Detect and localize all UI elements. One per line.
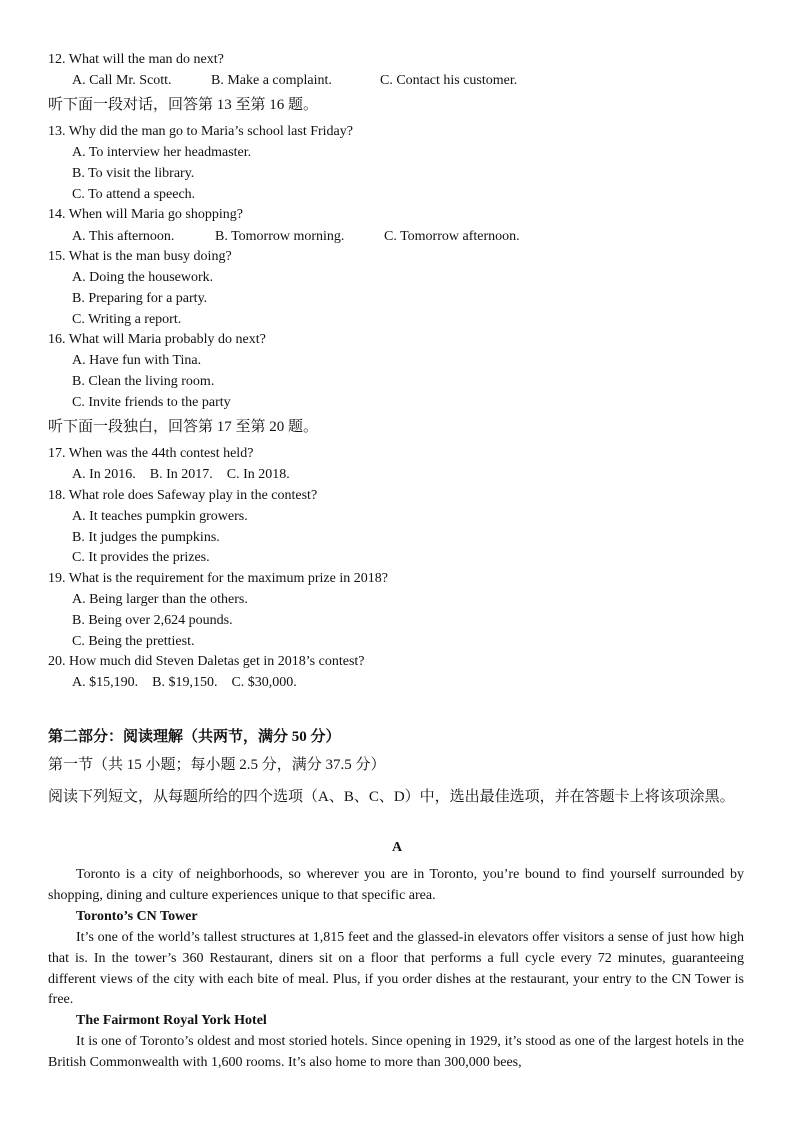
q20-options: A. $15,190. B. $19,150. C. $30,000. (72, 675, 297, 690)
q16-option-c: C. Invite friends to the party (72, 395, 231, 410)
question-13: 13. Why did the man go to Maria’s school last Friday? (48, 124, 353, 139)
paragraph-fairmont: It is one of Toronto’s oldest and most storied hotels. Since opening in 1929, it’s stood as one of the largest hotels in the British Commonwealth with 1,600 rooms. It’s also home to more than 300,000 bees, (48, 1034, 744, 1070)
q18-option-c: C. It provides the prizes. (72, 550, 210, 565)
q17-options: A. In 2016. B. In 2017. C. In 2018. (72, 467, 290, 482)
q14-option-c: C. Tomorrow afternoon. (384, 229, 520, 244)
q13-option-c: C. To attend a speech. (72, 187, 196, 202)
q12-option-c: C. Contact his customer. (380, 73, 518, 88)
reading-instructions: 阅读下列短文，从每题所给的四个选项（A、B、C、D）中，选出最佳选项，并在答题卡上将该项涂黑。 (48, 789, 735, 805)
passage-intro: Toronto is a city of neighborhoods, so wherever you are in Toronto, you’re bound to find yourself surrounded by shopping, dining and culture experiences unique to that specific area. (48, 867, 744, 903)
q13-option-a: A. To interview her headmaster. (72, 145, 252, 160)
q16-option-a: A. Have fun with Tina. (72, 353, 202, 368)
question-17: 17. When was the 44th contest held? (48, 446, 254, 461)
question-20: 20. How much did Steven Daletas get in 2018’s contest? (48, 654, 365, 669)
q14-option-b: B. Tomorrow morning. (215, 229, 345, 244)
passage-label: A (391, 840, 403, 855)
question-12: 12. What will the man do next? (48, 52, 224, 67)
q19-option-b: B. Being over 2,624 pounds. (72, 613, 233, 628)
paragraph-cn-tower: It’s one of the world’s tallest structures at 1,815 feet and the glassed-in elevators offer visitors a sense of just how high that is. In the tower’s 360 Restaurant, diners sit on a floor that performs a full cycle every 72 minutes, guaranteeing different views of the city with each bite of meal. Plus, if you order dishes at the restaurant, your entry to the CN Tower is free. (48, 930, 744, 1008)
q19-option-c: C. Being the prettiest. (72, 634, 195, 649)
q16-option-b: B. Clean the living room. (72, 374, 215, 389)
question-15: 15. What is the man busy doing? (48, 249, 232, 264)
listening-instruction-1: 听下面一段对话，回答第 13 至第 16 题。 (48, 97, 319, 113)
question-16: 16. What will Maria probably do next? (48, 332, 266, 347)
section-one-title: 第一节（共 15 小题；每小题 2.5 分，满分 37.5 分） (48, 757, 386, 773)
q15-option-a: A. Doing the housework. (72, 270, 214, 285)
q15-option-c: C. Writing a report. (72, 312, 182, 327)
heading-cn-tower: Toronto’s CN Tower (76, 909, 198, 924)
q12-option-a: A. Call Mr. Scott. (72, 73, 172, 88)
q15-option-b: B. Preparing for a party. (72, 291, 208, 306)
question-19: 19. What is the requirement for the maximum prize in 2018? (48, 571, 388, 586)
heading-fairmont: The Fairmont Royal York Hotel (76, 1013, 267, 1028)
question-14: 14. When will Maria go shopping? (48, 207, 243, 222)
q13-option-b: B. To visit the library. (72, 166, 195, 181)
q18-option-a: A. It teaches pumpkin growers. (72, 509, 248, 524)
listening-instruction-2: 听下面一段独白，回答第 17 至第 20 题。 (48, 419, 319, 435)
part-two-title: 第二部分：阅读理解（共两节，满分 50 分） (48, 729, 341, 745)
q19-option-a: A. Being larger than the others. (72, 592, 248, 607)
q14-option-a: A. This afternoon. (72, 229, 175, 244)
question-18: 18. What role does Safeway play in the contest? (48, 488, 318, 503)
q18-option-b: B. It judges the pumpkins. (72, 530, 220, 545)
q12-option-b: B. Make a complaint. (211, 73, 332, 88)
